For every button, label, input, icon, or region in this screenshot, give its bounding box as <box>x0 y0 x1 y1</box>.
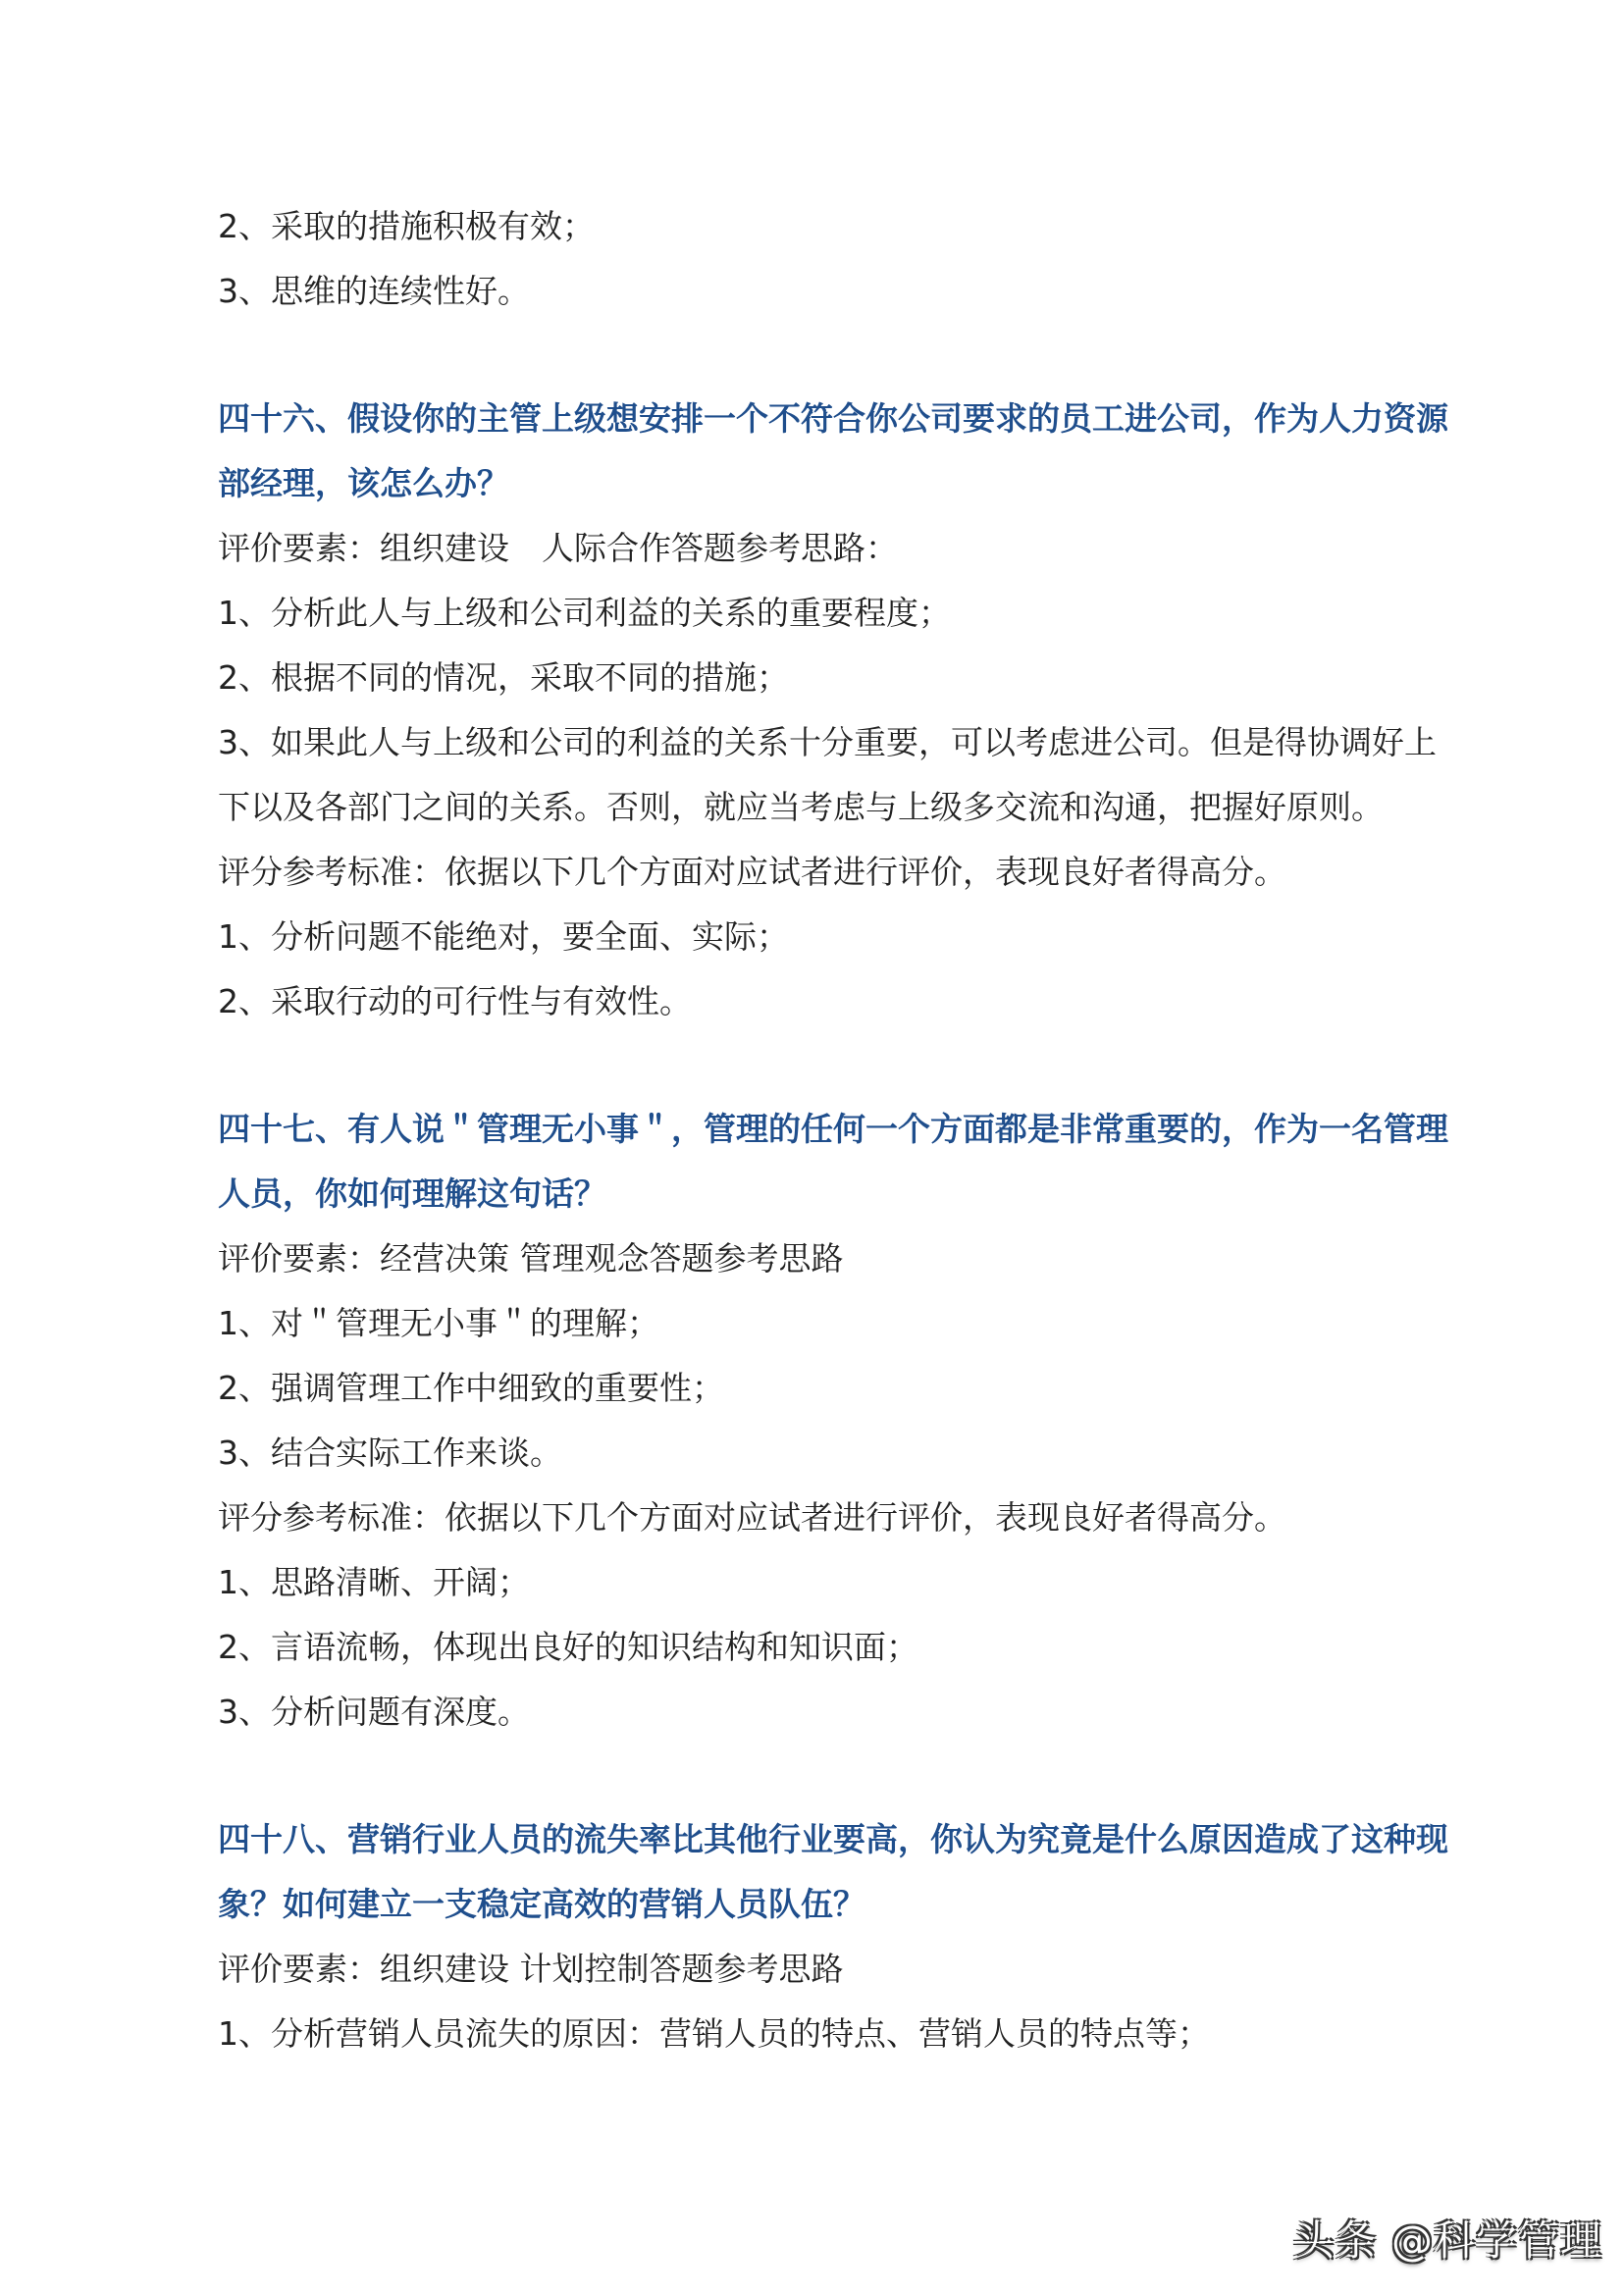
q46-title-line2: 部经理，该怎么办？ <box>218 464 509 502</box>
section-gap <box>218 1745 1484 1807</box>
q48-point-1: 1、分析营销人员流失的原因：营销人员的特点、营销人员的特点等； <box>218 2014 1210 2053</box>
q46-point-3: 3、如果此人与上级和公司的利益的关系十分重要，可以考虑进公司。但是得协调好上 <box>218 723 1437 761</box>
q47-elements: 评价要素：经营决策 管理观念答题参考思路 <box>218 1239 844 1278</box>
question-46 <box>218 387 1484 1034</box>
q46-point-2: 2、根据不同的情况，采取不同的措施； <box>218 658 789 697</box>
q47-point-2: 2、强调管理工作中细致的重要性； <box>218 1369 724 1407</box>
q48-elements: 评价要素：组织建设 计划控制答题参考思路 <box>218 1950 844 1988</box>
q46-criteria-item-2: 2、采取行动的可行性与有效性。 <box>218 982 692 1020</box>
q48-title-line1: 四十八、营销行业人员的流失率比其他行业要高，你认为究竟是什么原因造成了这种现 <box>218 1820 1448 1858</box>
q48-title-line2: 象？如何建立一支稳定高效的营销人员队伍？ <box>218 1885 865 1923</box>
section-gap <box>218 1034 1484 1097</box>
watermark: 头条 @科学管理 <box>1292 2217 1602 2265</box>
q47-criteria-item-2: 2、言语流畅，体现出良好的知识结构和知识面； <box>218 1628 918 1666</box>
section-gap <box>218 324 1484 387</box>
q46-criteria-item-1: 1、分析问题不能绝对，要全面、实际； <box>218 917 789 956</box>
question-47 <box>218 1097 1484 1745</box>
q47-point-1: 1、对＂管理无小事＂的理解； <box>218 1304 659 1342</box>
q46-elements: 评价要素：组织建设 人际合作答题参考思路： <box>218 529 898 567</box>
q47-point-3: 3、结合实际工作来谈。 <box>218 1434 562 1472</box>
q46-criteria: 评分参考标准：依据以下几个方面对应试者进行评价，表现良好者得高分。 <box>218 853 1286 891</box>
q46-point-1: 1、分析此人与上级和公司利益的关系的重要程度； <box>218 594 951 632</box>
document-page <box>218 194 1484 2066</box>
question-48 <box>218 1807 1484 2066</box>
q47-criteria-item-1: 1、思路清晰、开阔； <box>218 1563 530 1601</box>
q46-point-3-cont: 下以及各部门之间的关系。否则，就应当考虑与上级多交流和沟通，把握好原则。 <box>218 788 1384 826</box>
intro-item-2: 2、采取的措施积极有效； <box>218 207 595 245</box>
q47-criteria: 评分参考标准：依据以下几个方面对应试者进行评价，表现良好者得高分。 <box>218 1498 1286 1537</box>
q47-title-line2: 人员，你如何理解这句话？ <box>218 1174 606 1213</box>
intro-item-3: 3、思维的连续性好。 <box>218 272 530 310</box>
q47-title-line1: 四十七、有人说＂管理无小事＂，管理的任何一个方面都是非常重要的，作为一名管理 <box>218 1110 1448 1148</box>
q47-criteria-item-3: 3、分析问题有深度。 <box>218 1693 530 1731</box>
q46-title-line1: 四十六、假设你的主管上级想安排一个不符合你公司要求的员工进公司，作为人力资源 <box>218 399 1448 438</box>
